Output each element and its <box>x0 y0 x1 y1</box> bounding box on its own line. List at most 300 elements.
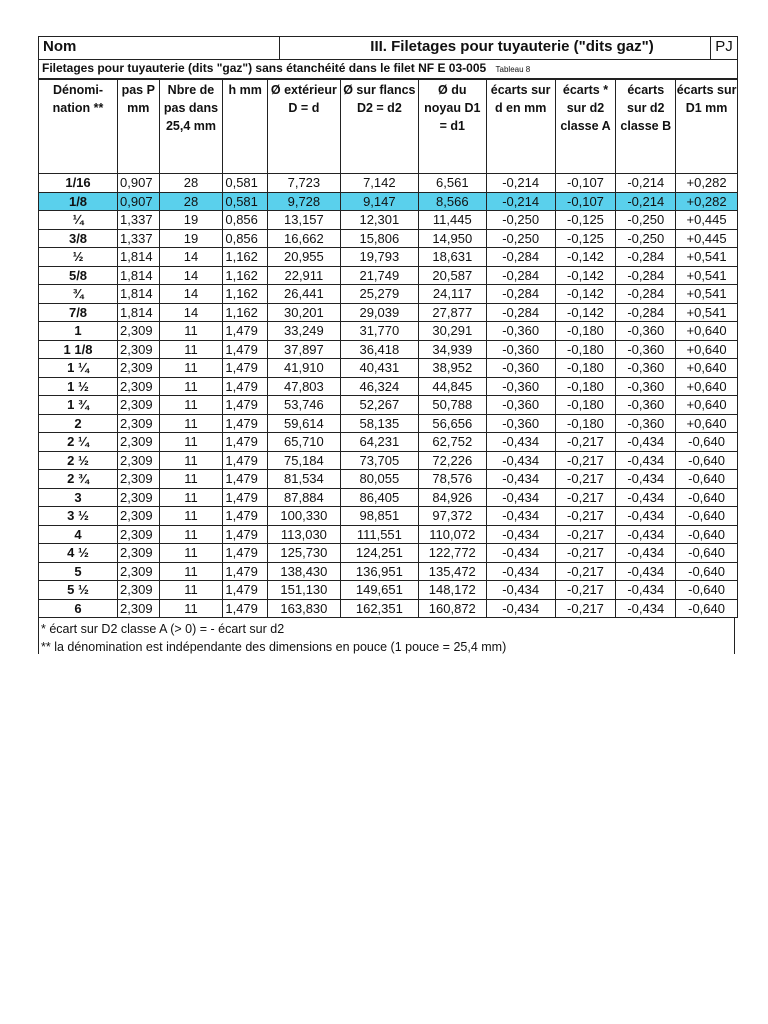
value-cell: -0,217 <box>555 525 616 544</box>
table-row <box>39 599 738 618</box>
value-cell: -0,640 <box>676 544 738 563</box>
table-row <box>39 340 738 359</box>
value-cell: -0,360 <box>486 414 555 433</box>
value-cell: 19 <box>159 211 223 230</box>
value-cell: 100,330 <box>267 507 340 526</box>
value-cell: 53,746 <box>267 396 340 415</box>
value-cell: -0,180 <box>555 377 616 396</box>
footnote-2: ** la dénomination est indépendante des dimensions en pouce (1 pouce = 25,4 mm) <box>41 640 507 654</box>
value-cell: -0,434 <box>486 544 555 563</box>
value-cell: 30,291 <box>418 322 486 341</box>
column-header: Ø du noyau D1 = d1 <box>418 80 486 174</box>
value-cell: 44,845 <box>418 377 486 396</box>
value-cell: -0,640 <box>676 433 738 452</box>
footnotes <box>38 618 735 654</box>
value-cell: +0,640 <box>676 359 738 378</box>
value-cell: 27,877 <box>418 303 486 322</box>
value-cell: 1,162 <box>223 285 268 304</box>
denomination-cell: 3 <box>39 488 118 507</box>
table-row <box>39 562 738 581</box>
value-cell: -0,434 <box>486 562 555 581</box>
table-row <box>39 229 738 248</box>
value-cell: 11 <box>159 433 223 452</box>
value-cell: -0,250 <box>616 211 676 230</box>
value-cell: 0,581 <box>223 174 268 193</box>
value-cell: -0,640 <box>676 599 738 618</box>
value-cell: -0,107 <box>555 192 616 211</box>
value-cell: -0,434 <box>486 488 555 507</box>
value-cell: 14 <box>159 248 223 267</box>
value-cell: 160,872 <box>418 599 486 618</box>
value-cell: +0,640 <box>676 414 738 433</box>
subtitle-text: Filetages pour tuyauterie (dits "gaz") sans étanchéité dans le filet NF E 03-005 <box>42 61 487 75</box>
value-cell: 21,749 <box>340 266 418 285</box>
table-row <box>39 174 738 193</box>
value-cell: 28 <box>159 192 223 211</box>
value-cell: 1,479 <box>223 359 268 378</box>
value-cell: +0,282 <box>676 174 738 193</box>
value-cell: -0,214 <box>616 192 676 211</box>
value-cell: 18,631 <box>418 248 486 267</box>
value-cell: 56,656 <box>418 414 486 433</box>
value-cell: 149,651 <box>340 581 418 600</box>
value-cell: 25,279 <box>340 285 418 304</box>
value-cell: -0,284 <box>486 303 555 322</box>
value-cell: 1,479 <box>223 544 268 563</box>
value-cell: 7,723 <box>267 174 340 193</box>
value-cell: 2,309 <box>118 359 160 378</box>
value-cell: 6,561 <box>418 174 486 193</box>
value-cell: 98,851 <box>340 507 418 526</box>
value-cell: 2,309 <box>118 322 160 341</box>
value-cell: 59,614 <box>267 414 340 433</box>
value-cell: 1,479 <box>223 451 268 470</box>
value-cell: -0,180 <box>555 340 616 359</box>
value-cell: 34,939 <box>418 340 486 359</box>
value-cell: 1,479 <box>223 377 268 396</box>
value-cell: +0,640 <box>676 396 738 415</box>
table-row <box>39 248 738 267</box>
value-cell: 11 <box>159 414 223 433</box>
value-cell: +0,541 <box>676 248 738 267</box>
value-cell: -0,640 <box>676 525 738 544</box>
value-cell: -0,180 <box>555 322 616 341</box>
value-cell: 138,430 <box>267 562 340 581</box>
value-cell: 1,814 <box>118 285 160 304</box>
value-cell: -0,434 <box>616 488 676 507</box>
value-cell: 11 <box>159 396 223 415</box>
value-cell: -0,214 <box>486 174 555 193</box>
value-cell: +0,640 <box>676 340 738 359</box>
value-cell: 125,730 <box>267 544 340 563</box>
value-cell: 28 <box>159 174 223 193</box>
value-cell: 11 <box>159 451 223 470</box>
value-cell: 11 <box>159 322 223 341</box>
value-cell: +0,541 <box>676 303 738 322</box>
value-cell: 11 <box>159 599 223 618</box>
value-cell: -0,217 <box>555 433 616 452</box>
value-cell: +0,640 <box>676 377 738 396</box>
value-cell: -0,434 <box>616 599 676 618</box>
value-cell: 78,576 <box>418 470 486 489</box>
denomination-cell: 3 ½ <box>39 507 118 526</box>
value-cell: 2,309 <box>118 451 160 470</box>
value-cell: 11 <box>159 525 223 544</box>
value-cell: 12,301 <box>340 211 418 230</box>
value-cell: -0,125 <box>555 229 616 248</box>
column-header: Nbre de pas dans 25,4 mm <box>159 80 223 174</box>
value-cell: 11 <box>159 340 223 359</box>
value-cell: -0,434 <box>616 544 676 563</box>
nom-field: Nom <box>39 37 280 59</box>
value-cell: +0,445 <box>676 211 738 230</box>
value-cell: -0,360 <box>486 377 555 396</box>
value-cell: 1,162 <box>223 248 268 267</box>
denomination-cell: 2 ¾ <box>39 470 118 489</box>
value-cell: 65,710 <box>267 433 340 452</box>
value-cell: -0,217 <box>555 562 616 581</box>
value-cell: -0,284 <box>486 285 555 304</box>
value-cell: -0,284 <box>616 266 676 285</box>
value-cell: 136,951 <box>340 562 418 581</box>
denomination-cell: 5 <box>39 562 118 581</box>
value-cell: 20,955 <box>267 248 340 267</box>
value-cell: 1,162 <box>223 303 268 322</box>
footnote-1: * écart sur D2 classe A (> 0) = - écart sur d2 <box>41 622 285 636</box>
value-cell: -0,360 <box>486 396 555 415</box>
value-cell: 20,587 <box>418 266 486 285</box>
denomination-cell: 5/8 <box>39 266 118 285</box>
value-cell: 1,479 <box>223 562 268 581</box>
table-row <box>39 470 738 489</box>
value-cell: 9,728 <box>267 192 340 211</box>
table-row-highlighted <box>39 192 738 211</box>
value-cell: 75,184 <box>267 451 340 470</box>
value-cell: 148,172 <box>418 581 486 600</box>
value-cell: 124,251 <box>340 544 418 563</box>
value-cell: -0,640 <box>676 507 738 526</box>
value-cell: -0,434 <box>616 451 676 470</box>
value-cell: 163,830 <box>267 599 340 618</box>
value-cell: -0,142 <box>555 266 616 285</box>
value-cell: 1,814 <box>118 266 160 285</box>
table-row <box>39 396 738 415</box>
value-cell: 14 <box>159 303 223 322</box>
value-cell: 110,072 <box>418 525 486 544</box>
value-cell: 31,770 <box>340 322 418 341</box>
denomination-cell: 6 <box>39 599 118 618</box>
value-cell: -0,434 <box>486 599 555 618</box>
value-cell: 50,788 <box>418 396 486 415</box>
value-cell: 86,405 <box>340 488 418 507</box>
column-header: Ø sur flancs D2 = d2 <box>340 80 418 174</box>
value-cell: 62,752 <box>418 433 486 452</box>
value-cell: 37,897 <box>267 340 340 359</box>
value-cell: -0,640 <box>676 562 738 581</box>
value-cell: 13,157 <box>267 211 340 230</box>
table-body <box>39 174 738 618</box>
denomination-cell: 3/8 <box>39 229 118 248</box>
value-cell: -0,284 <box>486 266 555 285</box>
value-cell: 1,814 <box>118 248 160 267</box>
value-cell: 19 <box>159 229 223 248</box>
value-cell: -0,217 <box>555 507 616 526</box>
value-cell: 8,566 <box>418 192 486 211</box>
value-cell: -0,360 <box>486 359 555 378</box>
denomination-cell: 1 <box>39 322 118 341</box>
value-cell: 0,581 <box>223 192 268 211</box>
value-cell: 2,309 <box>118 414 160 433</box>
table-row <box>39 303 738 322</box>
denomination-cell: 2 ¼ <box>39 433 118 452</box>
value-cell: 38,952 <box>418 359 486 378</box>
value-cell: -0,434 <box>486 507 555 526</box>
value-cell: 1,479 <box>223 396 268 415</box>
value-cell: 1,479 <box>223 525 268 544</box>
value-cell: 1,479 <box>223 581 268 600</box>
value-cell: 135,472 <box>418 562 486 581</box>
value-cell: -0,434 <box>486 451 555 470</box>
column-header: h mm <box>223 80 268 174</box>
value-cell: 97,372 <box>418 507 486 526</box>
value-cell: +0,282 <box>676 192 738 211</box>
value-cell: 2,309 <box>118 599 160 618</box>
value-cell: -0,250 <box>486 229 555 248</box>
value-cell: -0,360 <box>486 340 555 359</box>
table-row <box>39 525 738 544</box>
denomination-cell: ¼ <box>39 211 118 230</box>
value-cell: 1,337 <box>118 211 160 230</box>
column-header: écarts * sur d2 classe A <box>555 80 616 174</box>
value-cell: 14,950 <box>418 229 486 248</box>
denomination-cell: 4 <box>39 525 118 544</box>
value-cell: 11 <box>159 377 223 396</box>
table-row <box>39 359 738 378</box>
value-cell: -0,434 <box>616 507 676 526</box>
value-cell: -0,434 <box>616 525 676 544</box>
value-cell: -0,360 <box>616 377 676 396</box>
denomination-cell: 1/16 <box>39 174 118 193</box>
value-cell: 11 <box>159 507 223 526</box>
value-cell: 113,030 <box>267 525 340 544</box>
value-cell: 2,309 <box>118 525 160 544</box>
value-cell: 2,309 <box>118 470 160 489</box>
value-cell: -0,284 <box>616 285 676 304</box>
column-header: écarts sur d en mm <box>486 80 555 174</box>
table-row <box>39 581 738 600</box>
table-row <box>39 488 738 507</box>
value-cell: +0,640 <box>676 322 738 341</box>
value-cell: 16,662 <box>267 229 340 248</box>
value-cell: 41,910 <box>267 359 340 378</box>
value-cell: -0,284 <box>486 248 555 267</box>
value-cell: -0,217 <box>555 544 616 563</box>
denomination-cell: ¾ <box>39 285 118 304</box>
value-cell: -0,360 <box>486 322 555 341</box>
table-row <box>39 414 738 433</box>
value-cell: 7,142 <box>340 174 418 193</box>
denomination-cell: ½ <box>39 248 118 267</box>
threads-table <box>38 79 738 618</box>
value-cell: 2,309 <box>118 544 160 563</box>
pj-label: PJ <box>715 38 733 55</box>
value-cell: -0,250 <box>486 211 555 230</box>
table-header-row <box>39 80 738 174</box>
column-header: Ø extérieur D = d <box>267 80 340 174</box>
value-cell: -0,434 <box>486 470 555 489</box>
header-bar <box>38 36 738 60</box>
value-cell: 15,806 <box>340 229 418 248</box>
value-cell: 29,039 <box>340 303 418 322</box>
value-cell: 2,309 <box>118 562 160 581</box>
value-cell: -0,434 <box>486 525 555 544</box>
value-cell: -0,284 <box>616 303 676 322</box>
value-cell: -0,360 <box>616 359 676 378</box>
value-cell: 9,147 <box>340 192 418 211</box>
value-cell: 1,479 <box>223 414 268 433</box>
value-cell: 1,479 <box>223 507 268 526</box>
value-cell: -0,180 <box>555 396 616 415</box>
value-cell: -0,640 <box>676 488 738 507</box>
denomination-cell: 2 <box>39 414 118 433</box>
value-cell: 1,337 <box>118 229 160 248</box>
table-row <box>39 266 738 285</box>
value-cell: 1,479 <box>223 599 268 618</box>
value-cell: 162,351 <box>340 599 418 618</box>
value-cell: 1,479 <box>223 340 268 359</box>
table-row <box>39 507 738 526</box>
value-cell: 1,479 <box>223 433 268 452</box>
value-cell: 1,479 <box>223 488 268 507</box>
value-cell: -0,360 <box>616 340 676 359</box>
table-subtitle <box>38 60 738 79</box>
value-cell: -0,214 <box>486 192 555 211</box>
value-cell: 0,856 <box>223 229 268 248</box>
value-cell: -0,217 <box>555 599 616 618</box>
column-header: Dénomi-nation ** <box>39 80 118 174</box>
value-cell: 73,705 <box>340 451 418 470</box>
value-cell: 11 <box>159 488 223 507</box>
value-cell: 64,231 <box>340 433 418 452</box>
value-cell: 2,309 <box>118 433 160 452</box>
value-cell: +0,541 <box>676 266 738 285</box>
denomination-cell: 1 1/8 <box>39 340 118 359</box>
page-title: III. Filetages pour tuyauterie ("dits gaz") <box>280 37 711 59</box>
value-cell: -0,434 <box>486 581 555 600</box>
value-cell: 122,772 <box>418 544 486 563</box>
table-row <box>39 544 738 563</box>
value-cell: -0,142 <box>555 248 616 267</box>
value-cell: 30,201 <box>267 303 340 322</box>
value-cell: 11 <box>159 562 223 581</box>
value-cell: -0,107 <box>555 174 616 193</box>
denomination-cell: 7/8 <box>39 303 118 322</box>
denomination-cell: 1 ½ <box>39 377 118 396</box>
column-header: pas P mm <box>118 80 160 174</box>
value-cell: -0,434 <box>486 433 555 452</box>
value-cell: -0,434 <box>616 433 676 452</box>
value-cell: 87,884 <box>267 488 340 507</box>
value-cell: 1,814 <box>118 303 160 322</box>
value-cell: 151,130 <box>267 581 340 600</box>
value-cell: -0,142 <box>555 303 616 322</box>
value-cell: 2,309 <box>118 488 160 507</box>
value-cell: 11 <box>159 544 223 563</box>
value-cell: 36,418 <box>340 340 418 359</box>
value-cell: -0,640 <box>676 470 738 489</box>
value-cell: -0,434 <box>616 470 676 489</box>
value-cell: 84,926 <box>418 488 486 507</box>
table-row <box>39 451 738 470</box>
value-cell: 111,551 <box>340 525 418 544</box>
value-cell: -0,360 <box>616 322 676 341</box>
value-cell: 1,479 <box>223 322 268 341</box>
value-cell: 0,856 <box>223 211 268 230</box>
table-reference: Tableau 8 <box>495 65 531 74</box>
value-cell: 2,309 <box>118 340 160 359</box>
value-cell: -0,217 <box>555 451 616 470</box>
table-row <box>39 211 738 230</box>
value-cell: 11,445 <box>418 211 486 230</box>
value-cell: -0,180 <box>555 359 616 378</box>
value-cell: -0,360 <box>616 396 676 415</box>
denomination-cell: 5 ½ <box>39 581 118 600</box>
column-header: écarts sur d2 classe B <box>616 80 676 174</box>
value-cell: -0,217 <box>555 488 616 507</box>
value-cell: -0,434 <box>616 562 676 581</box>
value-cell: 22,911 <box>267 266 340 285</box>
value-cell: 40,431 <box>340 359 418 378</box>
table-row <box>39 433 738 452</box>
value-cell: 81,534 <box>267 470 340 489</box>
value-cell: -0,125 <box>555 211 616 230</box>
table-row <box>39 377 738 396</box>
value-cell: -0,284 <box>616 248 676 267</box>
value-cell: 2,309 <box>118 396 160 415</box>
denomination-cell: 1 ¾ <box>39 396 118 415</box>
value-cell: +0,445 <box>676 229 738 248</box>
denomination-cell: 1 ¼ <box>39 359 118 378</box>
value-cell: 2,309 <box>118 507 160 526</box>
value-cell: 2,309 <box>118 377 160 396</box>
value-cell: 80,055 <box>340 470 418 489</box>
value-cell: 26,441 <box>267 285 340 304</box>
value-cell: -0,640 <box>676 451 738 470</box>
value-cell: -0,142 <box>555 285 616 304</box>
value-cell: 58,135 <box>340 414 418 433</box>
value-cell: 14 <box>159 285 223 304</box>
value-cell: 1,162 <box>223 266 268 285</box>
column-header: écarts sur D1 mm <box>676 80 738 174</box>
value-cell: -0,434 <box>616 581 676 600</box>
denomination-cell: 2 ½ <box>39 451 118 470</box>
value-cell: -0,217 <box>555 470 616 489</box>
value-cell: 11 <box>159 470 223 489</box>
value-cell: 47,803 <box>267 377 340 396</box>
denomination-cell: 1/8 <box>39 192 118 211</box>
value-cell: 46,324 <box>340 377 418 396</box>
value-cell: 14 <box>159 266 223 285</box>
value-cell: -0,640 <box>676 581 738 600</box>
value-cell: -0,217 <box>555 581 616 600</box>
table-row <box>39 322 738 341</box>
value-cell: 52,267 <box>340 396 418 415</box>
value-cell: 72,226 <box>418 451 486 470</box>
value-cell: 0,907 <box>118 192 160 211</box>
value-cell: 1,479 <box>223 470 268 489</box>
value-cell: +0,541 <box>676 285 738 304</box>
value-cell: -0,250 <box>616 229 676 248</box>
